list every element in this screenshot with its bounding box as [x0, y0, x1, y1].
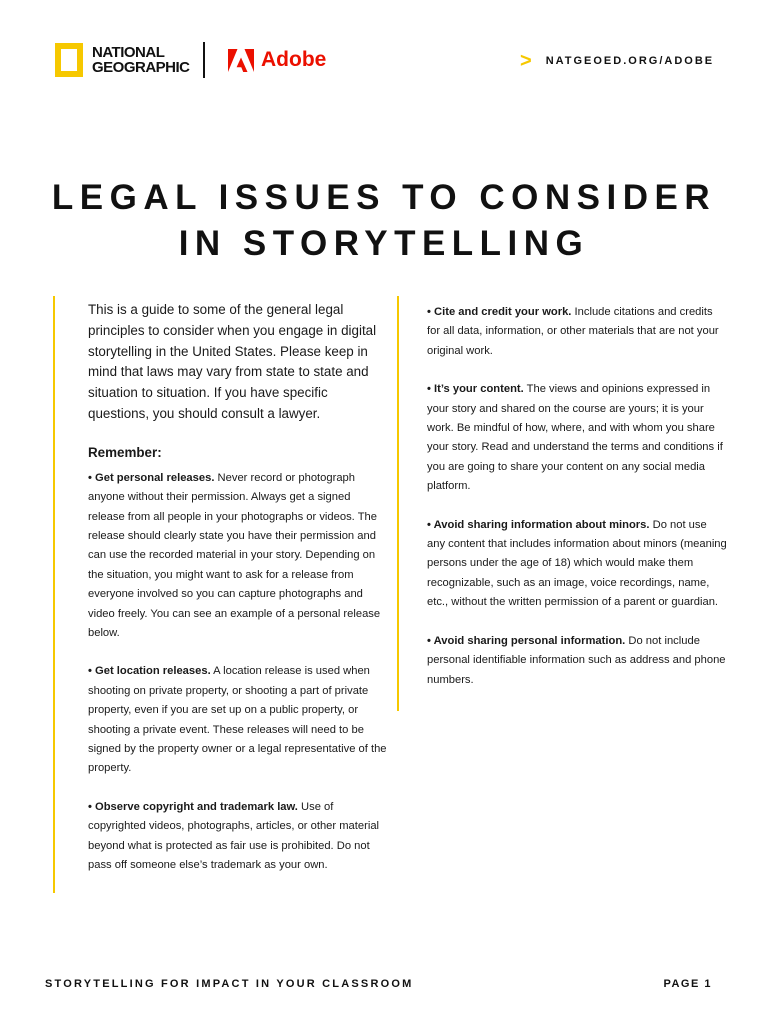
left-yellow-rule — [53, 296, 55, 893]
item-body: Never record or photograph anyone without their permission. Always get a signed release from all people in your photographs or videos. The release should clearly state you have their permission and can use the recorded material in your story. Depending on the situation, you might want to ask for a release from everyone involved so you can capture photographs and video freely. You can see an example of a personal release below. — [88, 471, 381, 640]
footer-title: STORYTELLING FOR IMPACT IN YOUR CLASSROOM — [45, 978, 414, 990]
national-geographic-logo — [55, 43, 190, 77]
list-item-cite-credit — [427, 303, 727, 361]
adobe-label: Adobe — [261, 48, 327, 71]
item-heading: • Avoid sharing information about minors. — [427, 518, 650, 531]
chevron-right-icon: > — [520, 50, 532, 72]
ng-yellow-frame-icon — [55, 43, 83, 77]
intro-paragraph: This is a guide to some of the general legal principles to consider when you engage in digital storytelling in the United States. Please keep in mind that laws may vary from state to state and situation to situation. If you have specific questions, you should consult a lawyer. — [88, 302, 377, 421]
remember-heading: Remember: — [88, 444, 162, 460]
item-heading: • Get location releases. — [88, 665, 211, 678]
item-heading: • Get personal releases. — [88, 471, 215, 484]
list-item-your-content — [427, 380, 727, 496]
item-body: A location release is used when shooting on private property, or shooting a part of private property, even if you are set up on a public property, or shooting a private event. These releases will need to be signed by the property owner or a legal representative of the property. — [88, 665, 387, 775]
middle-yellow-rule — [397, 296, 399, 711]
page-title — [0, 175, 768, 267]
list-item-copyright — [88, 798, 388, 876]
item-heading: • Avoid sharing personal information. — [427, 634, 626, 647]
item-heading: • Cite and credit your work. — [427, 306, 572, 318]
title-line1: LEGAL ISSUES TO CONSIDER — [51, 178, 717, 217]
item-body: Do not use any content that includes information about minors (meaning persons under the age of 18) which would make them recognizable, such as an image, voice recordings, name, etc., without the written permission of a parent or guardian. — [427, 518, 727, 609]
ng-logo-line1: NATIONAL — [92, 44, 165, 61]
list-item-location-releases — [88, 662, 388, 778]
url-text[interactable]: NATGEOED.ORG/ADOBE — [545, 55, 715, 67]
item-body: The views and opinions expressed in your story and shared on the course are yours; it is your work. Be mindful of how, where, and with whom you share your story. Read and understand the terms and conditions if you are going to share your content on any social media platform. — [427, 383, 723, 493]
page-number: PAGE 1 — [663, 978, 712, 990]
item-body: Use of copyrighted videos, photographs, articles, or other material beyond what is protected as fair use is prohibited. Do not pass off someone else’s trademark as your own. — [88, 800, 380, 872]
header-url[interactable] — [520, 52, 714, 70]
ng-logo-line2: GEOGRAPHIC — [92, 59, 190, 76]
list-item-personal-releases — [88, 469, 388, 644]
item-body: Include citations and credits for all data, information, or other materials that are not your original work. — [427, 306, 719, 357]
adobe-logo — [228, 48, 326, 72]
right-column — [427, 303, 727, 709]
item-heading: • Observe copyright and trademark law. — [88, 800, 298, 813]
title-line2: IN STORYTELLING — [178, 224, 590, 263]
item-body: Do not include personal identifiable information such as address and phone numbers. — [427, 634, 726, 686]
list-item-personal-info — [427, 632, 727, 690]
item-heading: • It’s your content. — [427, 383, 524, 396]
ng-logo-text — [92, 45, 190, 75]
adobe-a-icon — [228, 49, 254, 72]
header-divider — [203, 42, 205, 78]
left-column — [88, 300, 388, 895]
list-item-minors — [427, 516, 727, 613]
